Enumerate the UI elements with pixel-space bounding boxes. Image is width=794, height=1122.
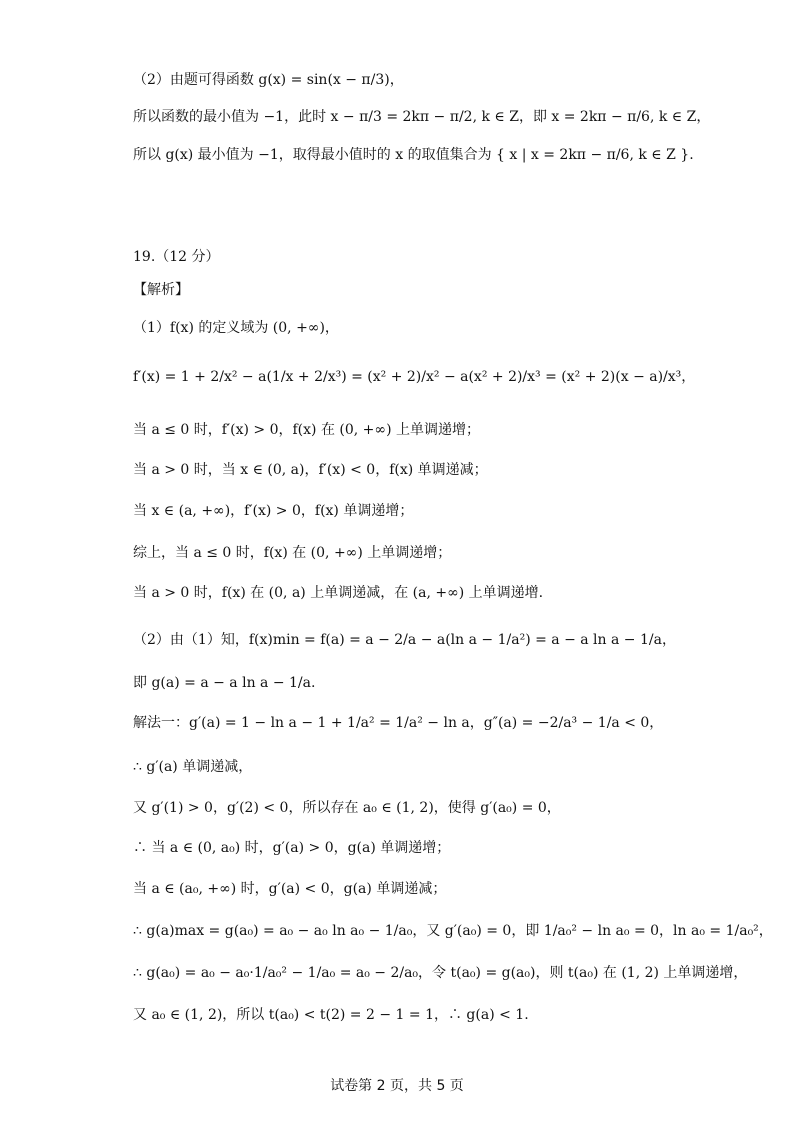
line-summary-2: 当 a > 0 时，f(x) 在 (0, a) 上单调递减，在 (a, +∞) 上单调递增. — [133, 585, 544, 601]
line-exists-a0: 又 g′(1) > 0，g′(2) < 0，所以存在 a₀ ∈ (1, 2)，使得 g′(a₀) = 0， — [133, 800, 561, 816]
line-gprime-decreasing: ∴ g′(a) 单调递减， — [133, 759, 253, 775]
line-t-def: ∴ g(a₀) = a₀ − a₀·1/a₀² − 1/a₀ = a₀ − 2/a₀，令 t(a₀) = g(a₀)，则 t(a₀) 在 (1, 2) 上单调递增， — [133, 965, 748, 981]
line-case-a-nonpositive: 当 a ≤ 0 时，f′(x) > 0，f(x) 在 (0, +∞) 上单调递增； — [133, 422, 480, 438]
page-footer: 试卷第 2 页，共 5 页 — [330, 1078, 464, 1094]
line-decreasing: 当 a ∈ (a₀, +∞) 时，g′(a) < 0，g(a) 单调递减； — [133, 881, 447, 897]
line-method1: 解法一：g′(a) = 1 − ln a − 1 + 1/a² = 1/a² − ln a，g″(a) = −2/a³ − 1/a < 0， — [133, 715, 664, 731]
question-heading: 19.（12 分） — [133, 249, 220, 265]
line-case-a-positive-2: 当 x ∈ (a, +∞)，f′(x) > 0，f(x) 单调递增； — [133, 503, 414, 519]
line-part2-fmin: （2）由（1）知，f(x)min = f(a) = a − 2/a − a(ln a − 1/a²) = a − a ln a − 1/a， — [133, 632, 676, 648]
line-g-def: 即 g(a) = a − a ln a − 1/a. — [133, 675, 316, 691]
line-case-a-positive-1: 当 a > 0 时，当 x ∈ (0, a)，f′(x) < 0，f(x) 单调递减； — [133, 462, 488, 478]
line-min-set: 所以 g(x) 最小值为 −1，取得最小值时的 x 的取值集合为 { x | x = 2kπ − π/6, k ∈ Z }. — [133, 147, 694, 163]
line-min-value: 所以函数的最小值为 −1，此时 x − π/3 = 2kπ − π/2, k ∈ Z，即 x = 2kπ − π/6, k ∈ Z， — [133, 109, 711, 125]
line-summary-1: 综上，当 a ≤ 0 时，f(x) 在 (0, +∞) 上单调递增； — [133, 545, 452, 561]
line-conclusion: 又 a₀ ∈ (1, 2)，所以 t(a₀) < t(2) = 2 − 1 = 1，∴ g(a) < 1. — [133, 1007, 529, 1023]
line-derivative: f′(x) = 1 + 2/x² − a(1/x + 2/x³) = (x² + 2)/x² − a(x² + 2)/x³ = (x² + 2)(x − a)/x³， — [133, 369, 696, 385]
line-increasing: ∴ 当 a ∈ (0, a₀) 时，g′(a) > 0，g(a) 单调递增； — [133, 840, 451, 856]
analysis-label: 【解析】 — [133, 282, 189, 298]
line-domain: （1）f(x) 的定义域为 (0, +∞)， — [133, 320, 339, 336]
line-part2-intro: （2）由题可得函数 g(x) = sin(x − π/3)， — [133, 72, 404, 88]
line-gmax: ∴ g(a)max = g(a₀) = a₀ − a₀ ln a₀ − 1/a₀，又 g′(a₀) = 0，即 1/a₀² − ln a₀ = 0，ln a₀ = 1/a₀²， — [133, 923, 773, 939]
